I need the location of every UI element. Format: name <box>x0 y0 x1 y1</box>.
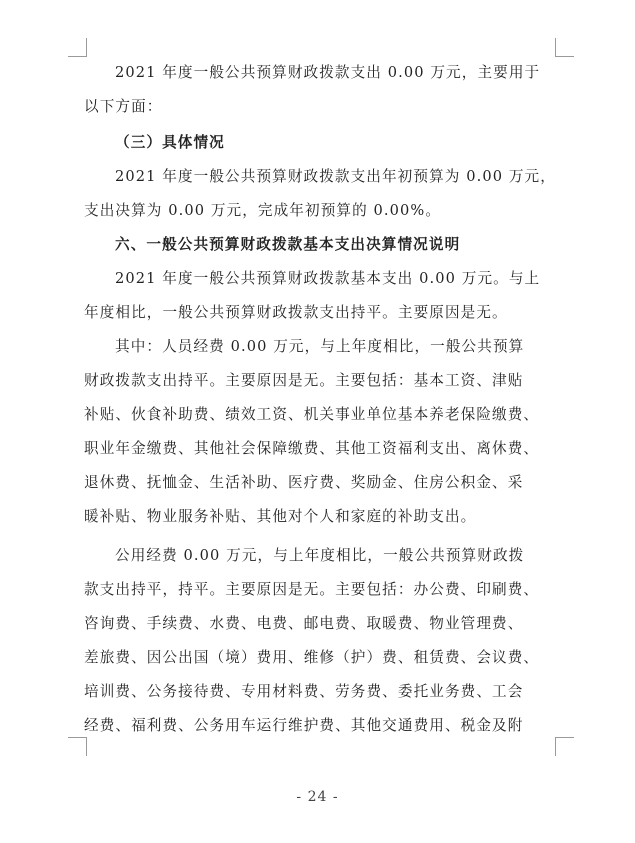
paragraph-line: 2021 年度一般公共预算财政拨款支出 0.00 万元，主要用于 <box>115 64 541 81</box>
paragraph-line: 补贴、伙食补助费、绩效工资、机关事业单位基本养老保险缴费、 <box>84 406 540 423</box>
paragraph-line: 暖补贴、物业服务补贴、其他对个人和家庭的补助支出。 <box>84 508 477 525</box>
paragraph-line: 年度相比，一般公共预算财政拨款支出持平。主要原因是无。 <box>84 304 508 321</box>
section-subheading: （三）具体情况 <box>115 134 225 151</box>
crop-mark-top-right <box>555 38 574 57</box>
paragraph-line: 款支出持平，持平。主要原因是无。主要包括：办公费、印刷费、 <box>84 581 540 598</box>
paragraph-line: 经费、福利费、公务用车运行维护费、其他交通费用、税金及附 <box>84 717 524 734</box>
paragraph-line: 财政拨款支出持平。主要原因是无。主要包括：基本工资、津贴 <box>84 372 524 389</box>
paragraph-line: 职业年金缴费、其他社会保障缴费、其他工资福利支出、离休费、 <box>84 440 540 457</box>
crop-mark-top-left <box>68 38 87 57</box>
paragraph-line: 其中：人员经费 0.00 万元，与上年度相比，一般公共预算 <box>115 338 525 355</box>
paragraph-line: 差旅费、因公出国（境）费用、维修（护）费、租赁费、会议费、 <box>84 649 540 666</box>
paragraph-line: 退休费、抚恤金、生活补助、医疗费、奖励金、住房公积金、采 <box>84 474 524 491</box>
section-heading: 六、一般公共预算财政拨款基本支出决算情况说明 <box>115 236 461 253</box>
document-body <box>84 56 559 743</box>
paragraph-line: 培训费、公务接待费、专用材料费、劳务费、委托业务费、工会 <box>84 683 524 700</box>
paragraph-line: 支出决算为 0.00 万元，完成年初预算的 0.00%。 <box>84 202 442 219</box>
paragraph-line: 公用经费 0.00 万元，与上年度相比，一般公共预算财政拨 <box>115 547 525 564</box>
paragraph-line: 以下方面： <box>84 98 163 115</box>
paragraph-line: 2021 年度一般公共预算财政拨款支出年初预算为 0.00 万元， <box>115 168 556 185</box>
paragraph-line: 2021 年度一般公共预算财政拨款基本支出 0.00 万元。与上 <box>115 270 541 287</box>
paragraph-line: 咨询费、手续费、水费、电费、邮电费、取暖费、物业管理费、 <box>84 615 524 632</box>
page-number: - 24 - <box>296 789 339 805</box>
